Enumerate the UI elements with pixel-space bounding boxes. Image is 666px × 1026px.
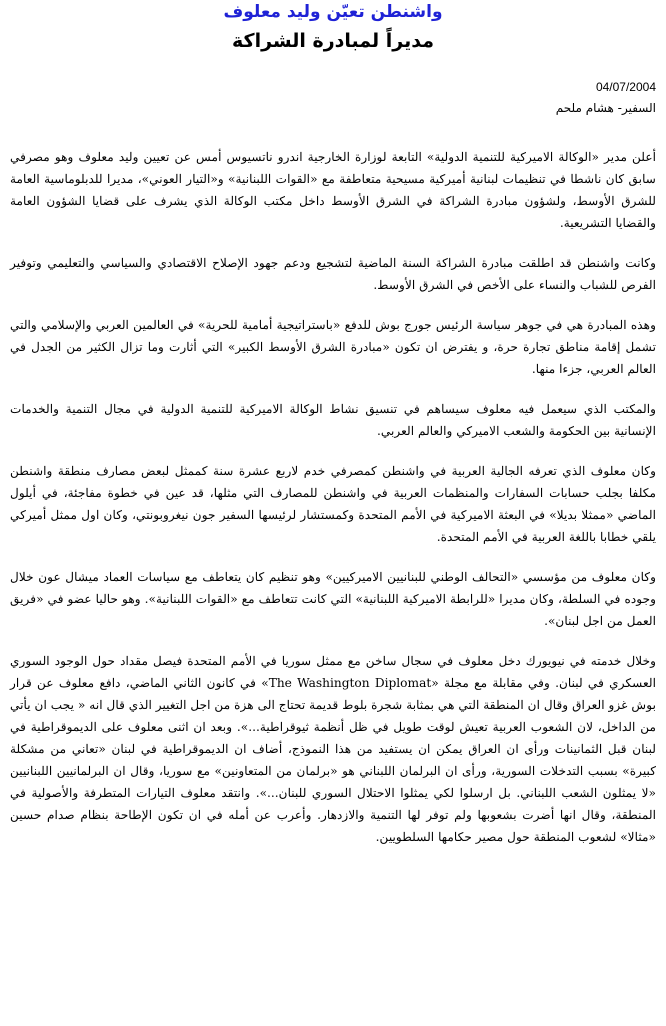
article-paragraph: أعلن مدير «الوكالة الاميركية للتنمية الدولية» التابعة لوزارة الخارجية اندرو ناتسيوس أمس عن تعيين وليد معلوف وهو مصرفي سابق كان ناشطا في تنظيمات لبنانية أميركية مسيحية متعاطفة مع «القوات اللبنانية» و«التيار العوني»، مديرا للدبلوماسية العامة للشرق الأوسط، ولشؤون مبادرة الشراكة في الشرق الأوسط داخل مكتب الوكالة الذي يشرف على قضايا الشؤون العامة والقضايا التشريعية. [10, 150, 656, 230]
article-body [10, 146, 656, 848]
article-paragraph: والمكتب الذي سيعمل فيه معلوف سيساهم في تنسيق نشاط الوكالة الاميركية للتنمية الدولية في مجال التنمية والخدمات الإنسانية بين الحكومة والشعب الاميركي والعالم العربي. [10, 402, 656, 438]
article-byline: السفير- هشام ملحم [555, 101, 656, 115]
article-subheadline: مديراً لمبادرة الشراكة [232, 30, 434, 52]
article-paragraph: وكان معلوف من مؤسسي «التحالف الوطني للبنانيين الاميركيين» وهو تنظيم كان يتعاطف مع سياسات العماد ميشال عون خلال وجوده في السلطة، وكان مديرا «للرابطة الاميركية اللبنانية» التي كانت تتعاطف مع «القوات اللبنانية». وهو حاليا عضو في «فريق العمل من اجل لبنان». [10, 570, 656, 628]
article-paragraph: وهذه المبادرة هي في جوهر سياسة الرئيس جورج بوش للدفع «باستراتيجية أمامية للحرية» في العالمين العربي والإسلامي والتي تشمل إقامة مناطق تجارة حرة، و يفترض ان تكون «مبادرة الشرق الأوسط الكبير» التي أثارت وما تزال الكثير من الجدل في العالم العربي، جزءا منها. [10, 318, 656, 376]
article-date: 04/07/2004 [595, 80, 656, 94]
article-paragraph: وخلال خدمته في نيويورك دخل معلوف في سجال ساخن مع ممثل سوريا في الأمم المتحدة فيصل مقداد حول الوجود السوري العسكري في لبنان. وفي مقابلة مع مجلة «The Washington Diplomat» في كانون الثاني الماضي، دافع معلوف عن قرار بوش غزو العراق وقال ان المنطقة التي هي بمثابة شجرة بلوط قديمة تحتاج الى هزة من اجل التغيير الذي قال انه « يجب ان يأتي من الداخل، لان الشعوب العربية تعيش لوقت طويل في ظل أنظمة ثيوقراطية...». وبعد ان اثنى معلوف على الديموقراطية في لبنان قبل الثمانينات ورأى ان العراق يمكن ان يستفيد من هذا النموذج، أضاف ان الديموقراطية في لبنان «تعاني من مشكلة كبيرة» بسبب التدخلات السورية، ورأى ان البرلمان اللبناني هو «برلمان من المتعاونين» مع سوريا، وقال ان البرلمانيين اللبنانيين «لا يمثلون الشعب اللبناني. بل ارسلوا لكي يمثلوا الاحتلال السوري للبنان...». وانتقد معلوف التيارات المتطرفة والأصولية في المنطقة، وقال انها أضرت بشعوبها ولم توفر لها التنمية والازدهار. وأعرب عن أمله في ان تكون الإطاحة بنظام صدام حسين «مثالا» لشعوب المنطقة حول مصير حكامها السلطويين. [10, 654, 656, 844]
article-paragraph: وكان معلوف الذي تعرفه الجالية العربية في واشنطن كمصرفي خدم لاربع عشرة سنة كممثل لبعض مصارف منطقة واشنطن مكلفا بجلب حسابات السفارات والمنظمات العربية في واشنطن للمصارف التي مثلها، قد عين في خطوة مفاجئة، في أيلول الماضي «ممثلا بديلا» في البعثة الاميركية في الأمم المتحدة وكمستشار لرئيسها السفير جون نيغروبونتي، وكان اول ممثل أميركي يلقي خطابا باللغة العربية في الأمم المتحدة. [10, 464, 656, 544]
article-headline: واشنطن تعيّن وليد معلوف [223, 2, 443, 22]
article-paragraph: وكانت واشنطن قد اطلقت مبادرة الشراكة السنة الماضية لتشجيع ودعم جهود الإصلاح الاقتصادي والسياسي والتعليمي وتوفير الفرص للشباب والنساء على الأخص في الشرق الأوسط. [10, 256, 656, 292]
